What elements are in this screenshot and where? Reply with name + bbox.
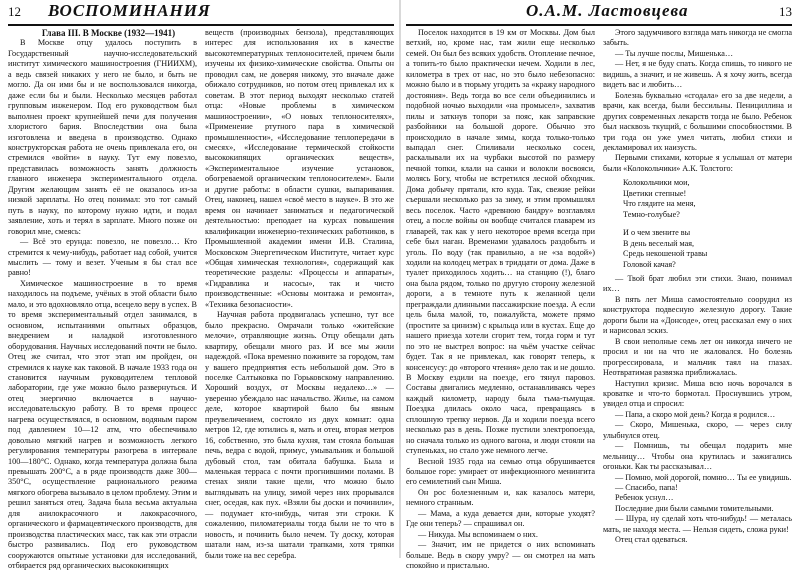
header-rule (8, 24, 394, 26)
right-column-1 (406, 28, 595, 571)
paragraph: Отец стал одеваться. (615, 535, 688, 545)
poem-line: Темно-голубые? (623, 209, 680, 219)
paragraph: Болезнь буквально «сгодала» его за две недели, а врачи, как всегда, были бессильны. Пенициллина и других современных лекарств тогда не было. Ребенок был насквозь ткущий, с большими способностями. В три года он уже умел читать, любил стихи и декламировал их наизусть. (603, 90, 792, 152)
paragraph: — Шура, ну сделай хоть что-нибудь! — металась мать, не находя места. — Нельзя сидеть, сложа руки! (603, 514, 792, 534)
left-header (8, 2, 394, 26)
paragraph: Ребенок уснул… (615, 493, 674, 503)
paragraph: — Твой брат любил эти стихи. Знаю, понимал их… (603, 273, 792, 294)
right-running-head: О.А.М. Ластовцева (526, 1, 689, 20)
poem-line: Что глядите на меня, (623, 199, 696, 209)
paragraph: Первыми стихами, которые я услышал от матери были «Колокольчики» А.К. Толстого: (603, 153, 792, 173)
paragraph: — Значит, им не придется о них вспоминать больше. Ведь в скору умру? — он смотрел на мать спокойно и пристально. (406, 540, 595, 571)
paragraph: В свои неполные семь лет он никогда ничего не просил и ни на что не жаловался. Но болезнь прогрессировала, и мальчик таял на глазах. Неотвратимая развязка приближалась. (603, 336, 792, 378)
paragraph: Весной 1935 года на семью отца обрушивается большое горе: умирает от инфекционного менингита его семилетний сын Миша. (406, 456, 595, 487)
paragraph: Химическое машиностроение в то время находилось на подъеме, учёных в этой области было мало, и это вдохновляло отца, всецело веру в успех. В то время экспериментальный отдел занимался, в основном, испытаниями опытных образцов, внедрением и наладкой изготовленного оборудования. Научных исследований почти не было. Отец же считал, что этот этап им пройден, он стремился к науке как таковой. В начале 1933 года он становится научным руководителем тепловой лаборатории, где уже можно было развернуться. И отец энергично включается в научно-исследовательскую работу. В то время процесс нагрева осуществлялся, в основном, водяным паром под давлением 10—12 атм, что обеспечивало довольно мягкий нагрев и возможность легкого регулирования температуры разогрева в интервале 100—180°С. Однако, когда температура должна была превышать 200°С, а в ряде производств даже 300—350°С, осуществление рационального режима мягкого обогрева вызывало в целом проблему. Этим и решил заняться отец. Задача была весьма актуальна для анилокрасочного и лакокрасочного, органического и фармацевтического производств, для производства пластических масс, так как эти отрасли быстро развивались. Под его руководством сооружаются опытные установки для исследований, отбирается ряд органических высококипящих (8, 278, 197, 571)
left-column-1 (8, 28, 197, 571)
paragraph: Поселок находится в 19 км от Москвы. Дом был ветхий, но, кроме нас, там жили еще несколько семей. Он был без всяких удобств. Отопление печное, а топить-то было практически нечем. Ходили в лес, километра в трех от нас, но это было небезопасно: можно было и в тюрьму угодить за «кражу народного достояния». Ведь тогда во все сели объединились и подобной ночью выходили «на промысел», захватив пилы и заткнув топори за пояс, как заправские разбойники на большой дороге. Обычно это происходило в начале зимы, когда только-только выпадал снег. Спиливали несколько сосен, раскалывали их на чурбаки высотой по размеру печной топки, клали на санки и волокли восвояси, молясь Богу, чтобы не встретился лесной обходчик. Дома добычу прятали, кто куда. Так, свежие рейки съершали несколько раз за зиму, и этим промышлял весь поселок. Часто «древнюю бандру» возглавлял отец, а после войны он вообще считался главарем из главарей, так как у него некоторое время всегда при себе был наган. Временами удавалось раздобыть и уголь. По воду (так правильно, а не «за водой») ходили на колодец метрах в тридцати от дома. Даже в туалет приходилось ходить… на станцию (!), благо она была рядом, только по другую сторону железной дороги, а в темноте путь к желанной цели преграждали длинными пассажирские поезда. А если цель была малой, то, пожалуйста, можете прямо (простите за цинизм) с крыльца или в кустах. Еще до нашего приезда хотели сгорит тем, тогда горм и тут по это не выстрел вопрос: на чьём участке сейчас будет. Так я не привлекал, как говорят теперь, к консенсусу: до «второго чтения» дело так и не дошло. В Москву ездили на поезде, его тянул паровоз. Составы двигались медленно, останавливаясь через каждый километр, народу была тьма-тьмущая. Поездка длилась около часа, превращаясь в сплошную трепку нервов. Да и ходили поезда всего несколько раз в день. Позже пустили электропоезда, но сначала только из одного вагона, и люди стояли на ступеньках, но стало уже немного легче. (406, 28, 595, 456)
paragraph: — Нет, я не буду спать. Когда спишь, то никого не видишь, а значит, и не живешь. А я хочу жить, всегда видеть вас и любить… (603, 59, 792, 90)
paragraph: Он рос болезненным и, как казалось матери, немного странным. (406, 487, 595, 508)
header-rule (406, 24, 792, 26)
paragraph: веществ (производных бензола), представляющих интерес для использования их в качестве высокотемпературных теплоносителей, причем были изучены их физико-химические свойства. Опыты он проводил сам, не доверяя никому, это вначале даже обижало сотрудников, но потом отец привлекал их к советам. В этот период выходят несколько статей отца: «Новые проблемы в химическом машиностроении», «О новых теплоносителях», «Применение ртутного пара в химической промышленности», «Исследование теплопередачи в смесях», «Исследование термической стойкости высококипящих органических веществ», «Экспериментальное изучение установок, обогреваемой органическим теплоносителем». Были и другие работы: в области сушки, выпаривания. Отец, наконец, нашел «своё место в науке». В это же время он начинает заниматься и педагогической деятельностью: преподает на курсах повышения квалификации инженерно-технических работников, в Промышленной академии имени И.В. Сталина, Московском Энергетическом Институте, читает курс «Общая химическая технология», содержащий как теоретические разделы: «Процессы и аппараты», «Гидравлика и насосы», так и чисто производственные: «Основы монтажа и ремонта», «Техника безопасности». (205, 28, 394, 309)
left-column-2 (205, 28, 394, 558)
poem-line: Головой качая? (623, 259, 676, 269)
poem-line: Средь некошеной травы (623, 249, 708, 259)
paragraph: — Помню, мой дорогой, помню… Ты ее увидишь. (615, 472, 792, 482)
paragraph: — Ты лучше послы, Мишенька… (615, 48, 734, 58)
stanza-gap (623, 220, 792, 228)
paragraph: В пять лет Миша самостоятельно соорудил из конструктора подвесную железную дорогу. Такие дороги были на «Донсоде», отец рассказал ему о них и нарисовал эскиз. (603, 294, 792, 336)
left-page (0, 0, 400, 571)
paragraph: — Спасибо, папа! (615, 483, 678, 493)
paragraph: Наступил кризис. Миша всю ночь ворочался в кроватке и что-то бормотал. Проснувшись утром, увидел отца и спросил: (603, 378, 792, 409)
poem-line: Цветики степные! (623, 188, 687, 198)
left-columns (8, 28, 394, 571)
right-column-2 (603, 28, 792, 558)
paragraph: Последние дни были самыми томительными. (615, 503, 774, 513)
paragraph: Этого задумчивого взгляда мать никогда не смогла забыть. (603, 28, 792, 48)
paragraph: — Папа, а скоро мой день? Когда я родился… (615, 409, 776, 419)
poem (623, 178, 792, 270)
poem-line: В день веселый мая, (623, 238, 695, 248)
paragraph: — Помнишь, ты обещал подарить мне мельницу… Чтобы она крутилась и зажигались огоньки. Как ты рассказывал… (603, 441, 792, 472)
right-page (400, 0, 800, 571)
paragraph: — Всё это ерунда: повезло, не повезло… Кто стремится к чему-нибудь, работает над собой, учится мыслить — тому и везет. Ученым я бы стал все равно! (8, 237, 197, 278)
right-page-number: 13 (779, 4, 792, 19)
left-running-head: ВОСПОМИНАНИЯ (48, 1, 211, 20)
right-columns (406, 28, 792, 571)
left-page-number: 12 (8, 4, 21, 19)
right-header (406, 2, 792, 26)
paragraph: — Мама, а куда девается дни, которые уходят? Где они теперь? — спрашивал он. (406, 508, 595, 529)
poem-line: И о чем звените вы (623, 228, 691, 238)
paragraph: — Скоро, Мишенька, скоро, — через силу улыбнулся отец. (603, 420, 792, 440)
paragraph: В Москве отцу удалось поступить в Государственный научно-исследовательский институт химического машиностроения (ГНИИХМ), а ведь связей никаких у него не было, и быть не могло. Да он ими бы и не воспользовался никогда, даже если бы и были. Несколько месяцев работал групповым инженером. Под его руководством был выполнен проект крупнейшей печи для получения хлористого бария. Впоследствии она была изготовлена и введена в производство. Однако конструкторская работа не очень привлекала его, он стремился «войти» в науку. Тут ему повезло, представилась возможность занять должность главного инженера экспериментального отдела. Другим желающим занять её не оказалось из-за низкой зарплаты. Но отец понимал: это тот самый путь в науку, по которому нужно идти, и подал заявление, хоть и терял в зарплате. Много позже он говорил мне, смеясь: (8, 38, 197, 236)
paragraph: Научная работа продвигалась успешно, тут все было прекрасно. Омрачали только «житейские мелочи», отравляющие жизнь. Отцу обещали дать квартиру, обещали много раз. И все мы жили надеждой. «Пока временно поживите за городом, там у вашего предприятия есть небольшой дом. Это в поселке Салтыковка по Горьковскому направлению. Хороший воздух, от Москвы недалеко…» — уверенно убеждало нас начальство. Жилье, на самом деле, которое квартирой было бы явным преувеличением, состояло из двух комнат: одна метров 12, где ютились я, мать и отец, вторая метров 16, собственно, это была кухня, там стояла большая печь, ведра с водой, примус, умывальник и большой дубовый стол, там обитала бабушка. Была и маленькая терраса с почти прогнившими полами. В стенах зияли такие щели, что можно было выглядывать на улицу, зимой через них прорывался снег, оседая, как пух. «Взяли бы доски и починили», — подумает кто-нибудь, читая эти строки. К сожалению, пиломатериалы тогда были не то что в новость, и починить было нечем. Ту доску, которая шатали нам, из-за шатали трапками, хотя тряпки были тоже на вес серебра. (205, 310, 394, 560)
chapter-title: Глава III. В Москве (1932—1941) (41, 28, 176, 38)
paragraph: — Никуда. Мы вспоминаем о них. (418, 529, 538, 539)
poem-line: Колокольчики мои, (623, 178, 690, 188)
